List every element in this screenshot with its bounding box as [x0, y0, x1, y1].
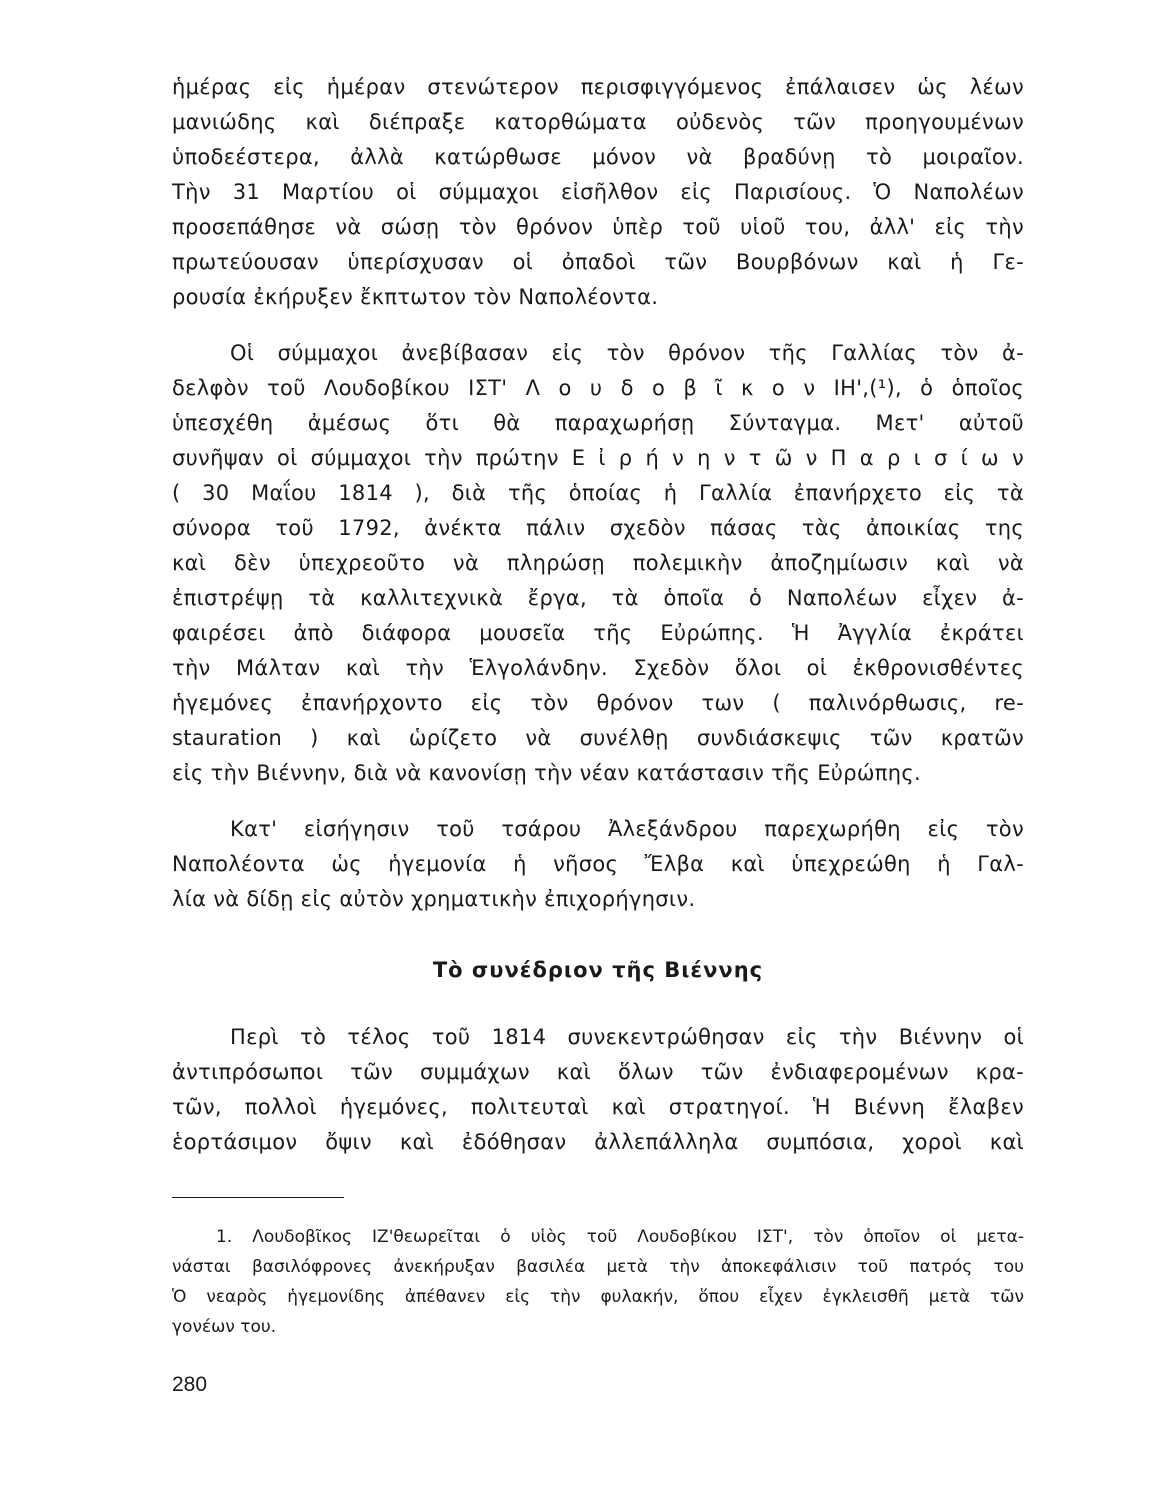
- paragraph-napoleon-fall: [172, 70, 1024, 315]
- text-line: ρουσία ἐκήρυξεν ἔκπτωτον τὸν Ναπολέοντα.: [172, 285, 659, 309]
- section-heading: Τὸ συνέδριον τῆς Βιέννης: [432, 958, 764, 982]
- text-line: φαιρέσει ἀπὸ διάφορα μουσεῖα τῆς Εὐρώπης. Ἡ Ἀγγλία ἐκράτει: [172, 621, 1024, 645]
- text-line: τὴν Μάλταν καὶ τὴν Ἑλγολάνδην. Σχεδὸν ὅλοι οἱ ἐκθρονισθέντες: [172, 656, 1024, 680]
- text-line: ὑπεσχέθη ἀμέσως ὅτι θὰ παραχωρήσῃ Σύνταγμα. Μετ' αὐτοῦ: [172, 411, 1024, 435]
- text-line: δελφὸν τοῦ Λουδοβίκου ΙΣΤ' Λ ο υ δ ο β ῖ κ ο ν ΙΗ',(¹), ὁ ὁποῖος: [172, 376, 1024, 400]
- text-line: μανιώδης καὶ διέπραξε κατορθώματα οὐδενὸς τῶν προηγουμένων: [172, 110, 1024, 134]
- text-line: εἰς τὴν Βιέννην, διὰ νὰ κανονίσῃ τὴν νέαν κατάστασιν τῆς Εὐρώπης.: [172, 761, 921, 785]
- text-line: ἐπιστρέψῃ τὰ καλλιτεχνικὰ ἔργα, τὰ ὁποῖα ὁ Ναπολέων εἶχεν ἀ-: [172, 586, 1024, 610]
- text-line: σύνορα τοῦ 1792, ἀνέκτα πάλιν σχεδὸν πάσας τὰς ἀποικίας της: [172, 516, 1024, 540]
- paragraph-congress: [172, 1020, 1024, 1160]
- text-line: ἡγεμόνες ἐπανήρχοντο εἰς τὸν θρόνον των ( παλινόρθωσις, re-: [172, 691, 1024, 715]
- text-line: ( 30 Μαΐου 1814 ), διὰ τῆς ὁποίας ἡ Γαλλία ἐπανήρχετο εἰς τὰ: [172, 481, 1024, 505]
- text-line: Οἱ σύμμαχοι ἀνεβίβασαν εἰς τὸν θρόνον τῆς Γαλλίας τὸν ἀ-: [230, 341, 1024, 365]
- footnote-line: νάσται βασιλόφρονες ἀνεκήρυξαν βασιλέα μετὰ τὴν ἀποκεφάλισιν τοῦ πατρός του: [172, 1257, 1024, 1277]
- text-line: Τὴν 31 Μαρτίου οἱ σύμμαχοι εἰσῆλθον εἰς Παρισίους. Ὁ Ναπολέων: [172, 180, 1024, 204]
- footnote-line: 1. Λουδοβῖκος ΙΖ'θεωρεῖται ὁ υἱὸς τοῦ Λουδοβίκου ΙΣΤ', τὸν ὁποῖον οἱ μετα-: [216, 1227, 1024, 1247]
- text-line: τῶν, πολλοὶ ἡγεμόνες, πολιτευταὶ καὶ στρατηγοί. Ἡ Βιέννη ἔλαβεν: [172, 1095, 1024, 1119]
- footnote-line: Ὁ νεαρὸς ἡγεμονίδης ἀπέθανεν εἰς τὴν φυλακήν, ὅπου εἶχεν ἐγκλεισθῆ μετὰ τῶν: [172, 1287, 1024, 1307]
- text-line: συνῆψαν οἱ σύμμαχοι τὴν πρώτην Ε ἰ ρ ή ν η ν τ ῶ ν Π α ρ ι σ ί ω ν: [172, 446, 1024, 470]
- paragraph-elba: [172, 812, 1024, 917]
- footnote-line: γονέων του.: [172, 1317, 277, 1337]
- text-line: ἡμέρας εἰς ἡμέραν στενώτερον περισφιγγόμενος ἐπάλαισεν ὡς λέων: [172, 75, 1024, 99]
- text-line: Περὶ τὸ τέλος τοῦ 1814 συνεκεντρώθησαν εἰς τὴν Βιέννην οἱ: [230, 1025, 1024, 1049]
- text-line: καὶ δὲν ὑπεχρεοῦτο νὰ πληρώσῃ πολεμικὴν ἀποζημίωσιν καὶ νὰ: [172, 551, 1024, 575]
- text-line: Ναπολέοντα ὡς ἡγεμονία ἡ νῆσος Ἔλβα καὶ ὑπεχρεώθη ἡ Γαλ-: [172, 852, 1024, 876]
- text-line: Κατ' εἰσήγησιν τοῦ τσάρου Ἀλεξάνδρου παρεχωρήθη εἰς τὸν: [230, 817, 1024, 841]
- text-line: ὑποδεέστερα, ἀλλὰ κατώρθωσε μόνον νὰ βραδύνῃ τὸ μοιραῖον.: [172, 145, 1024, 169]
- text-line: ἀντιπρόσωποι τῶν συμμάχων καὶ ὅλων τῶν ἐνδιαφερομένων κρα-: [172, 1060, 1024, 1084]
- page-number: 280: [172, 1373, 208, 1396]
- text-line: προσεπάθησε νὰ σώσῃ τὸν θρόνον ὑπὲρ τοῦ υἱοῦ του, ἀλλ' εἰς τὴν: [172, 215, 1024, 239]
- text-line: ἑορτάσιμον ὄψιν καὶ ἐδόθησαν ἀλλεπάλληλα συμπόσια, χοροὶ καὶ: [172, 1130, 1024, 1154]
- footnote-divider: [172, 1197, 344, 1198]
- text-line: λία νὰ δίδῃ εἰς αὐτὸν χρηματικὴν ἐπιχορήγησιν.: [172, 887, 696, 911]
- text-line: stauration ) καὶ ὡρίζετο νὰ συνέλθῃ συνδιάσκεψις τῶν κρατῶν: [172, 726, 1024, 750]
- text-line: πρωτεύουσαν ὑπερίσχυσαν οἱ ὀπαδοὶ τῶν Βουρβόνων καὶ ἡ Γε-: [172, 250, 1024, 274]
- footnote: [172, 1222, 1024, 1342]
- paragraph-restoration: [172, 336, 1024, 791]
